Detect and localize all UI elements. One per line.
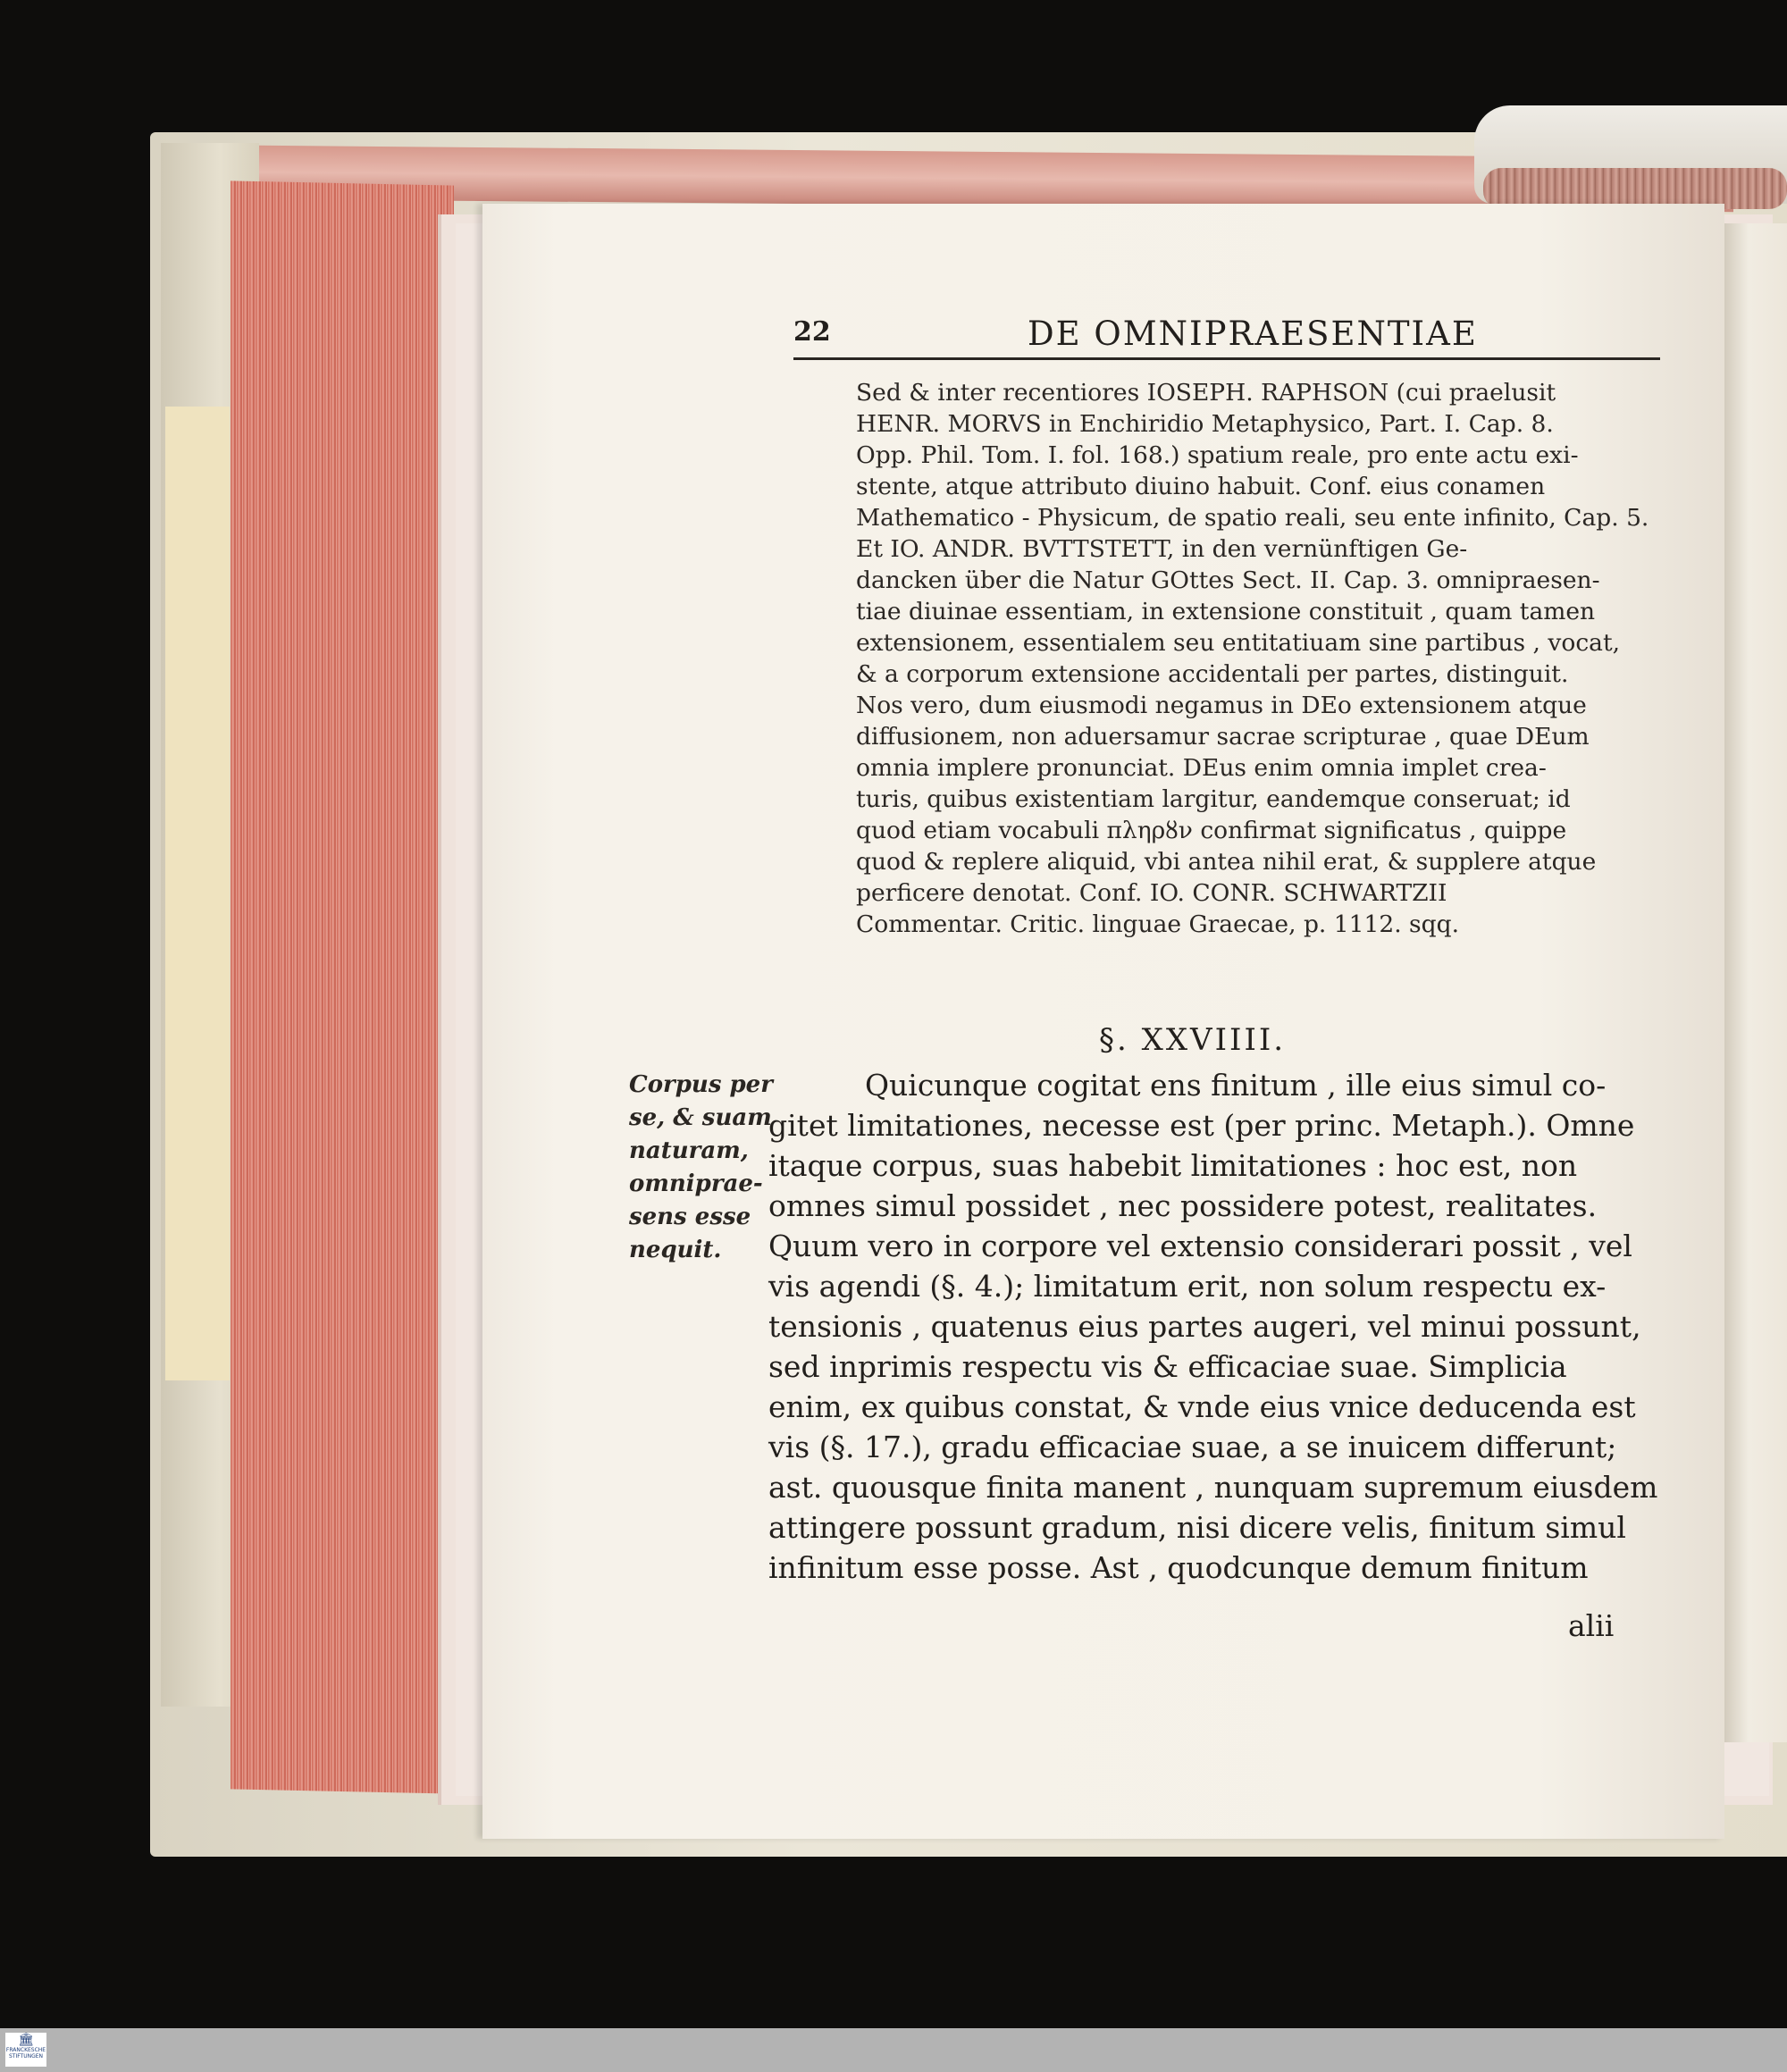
note-line: quod & replere aliquid, vbi antea nihil erat, & supplere atque bbox=[856, 848, 1597, 876]
running-header bbox=[793, 313, 1660, 360]
note-line: HENR. MORVS in Enchiridio Metaphysico, Part. I. Cap. 8. bbox=[856, 410, 1554, 438]
spine-label bbox=[165, 407, 230, 1380]
body-line: attingere possunt gradum, nisi dicere velis, finitum simul bbox=[768, 1510, 1626, 1545]
body-line: enim, ex quibus constat, & vnde eius vnice deducenda est bbox=[768, 1389, 1636, 1424]
marginal-note bbox=[629, 1069, 772, 1267]
main-paragraph bbox=[768, 1065, 1658, 1588]
note-line: stente, atque attributo diuino habuit. Conf. eius conamen bbox=[856, 473, 1546, 500]
body-line: tensionis , quatenus eius partes augeri, vel minui possunt, bbox=[768, 1309, 1641, 1344]
body-line: vis agendi (§. 4.); limitatum erit, non solum respectu ex- bbox=[768, 1269, 1607, 1304]
page-edges-red bbox=[231, 180, 454, 1793]
note-line: diffusionem, non aduersamur sacrae scripturae , quae DEum bbox=[856, 723, 1590, 751]
margin-line: se, & suam bbox=[629, 1104, 772, 1131]
body-line: gitet limitationes, necesse est (per princ. Metaph.). Omne bbox=[768, 1108, 1635, 1143]
note-line: turis, quibus existentiam largitur, eandemque conseruat; id bbox=[856, 785, 1571, 813]
body-line: itaque corpus, suas habebit limitationes : hoc est, non bbox=[768, 1148, 1578, 1183]
body-line: Quum vero in corpore vel extensio considerari possit , vel bbox=[768, 1229, 1632, 1263]
body-line: infinitum esse posse. Ast , quodcunque demum finitum bbox=[768, 1550, 1589, 1585]
library-logo[interactable] bbox=[5, 2033, 46, 2067]
page-number: 22 bbox=[793, 316, 831, 348]
note-line: quod etiam vocabuli πληρȣν confirmat significatus , quippe bbox=[856, 817, 1567, 844]
facing-page bbox=[1720, 223, 1787, 1742]
note-line: Nos vero, dum eiusmodi negamus in DEo extensionem atque bbox=[856, 692, 1587, 719]
section-heading: §. XXVIIII. bbox=[1099, 1022, 1287, 1058]
note-line: Mathematico - Physicum, de spatio reali, seu ente infinito, Cap. 5. bbox=[856, 504, 1649, 532]
building-icon: 🏛 bbox=[18, 2033, 34, 2047]
body-line: sed inprimis respectu vis & efficaciae suae. Simplicia bbox=[768, 1349, 1567, 1384]
margin-line: sens esse bbox=[629, 1204, 751, 1230]
viewer-footer-bar bbox=[0, 2028, 1787, 2072]
margin-line: nequit. bbox=[629, 1237, 722, 1263]
margin-line: naturam, bbox=[629, 1137, 749, 1164]
margin-line: Corpus per bbox=[629, 1071, 773, 1098]
note-line: Opp. Phil. Tom. I. fol. 168.) spatium reale, pro ente actu exi- bbox=[856, 441, 1579, 469]
note-line: & a corporum extensione accidentali per partes, distinguit. bbox=[856, 660, 1569, 688]
library-logo-text: FRANCKESCHE STIFTUNGEN bbox=[5, 2047, 46, 2059]
note-line: Et IO. ANDR. BVTTSTETT, in den vernünftigen Ge- bbox=[856, 535, 1468, 563]
note-line: perficere denotat. Conf. IO. CONR. SCHWARTZII bbox=[856, 879, 1447, 907]
running-title: DE OMNIPRAESENTIAE bbox=[1028, 315, 1478, 353]
note-line: Commentar. Critic. linguae Graecae, p. 1112. sqq. bbox=[856, 910, 1460, 938]
footnote-block bbox=[856, 377, 1649, 940]
body-line: vis (§. 17.), gradu efficaciae suae, a se inuicem differunt; bbox=[768, 1430, 1617, 1464]
body-line: omnes simul possidet , nec possidere potest, realitates. bbox=[768, 1188, 1598, 1223]
note-line: Sed & inter recentiores IOSEPH. RAPHSON (cui praelusit bbox=[856, 379, 1556, 407]
note-line: tiae diuinae essentiam, in extensione constituit , quam tamen bbox=[856, 598, 1596, 625]
note-line: dancken über die Natur GOttes Sect. II. Cap. 3. omnipraesen- bbox=[856, 566, 1600, 594]
catchword: alii bbox=[1568, 1608, 1615, 1643]
note-line: extensionem, essentialem seu entitatiuam sine partibus , vocat, bbox=[856, 629, 1621, 657]
body-line: Quicunque cogitat ens finitum , ille eius simul co- bbox=[865, 1068, 1607, 1103]
body-line: ast. quousque finita manent , nunquam supremum eiusdem bbox=[768, 1470, 1658, 1505]
note-line: omnia implere pronunciat. DEus enim omnia implet crea- bbox=[856, 754, 1547, 782]
margin-line: omniprae- bbox=[629, 1170, 763, 1197]
